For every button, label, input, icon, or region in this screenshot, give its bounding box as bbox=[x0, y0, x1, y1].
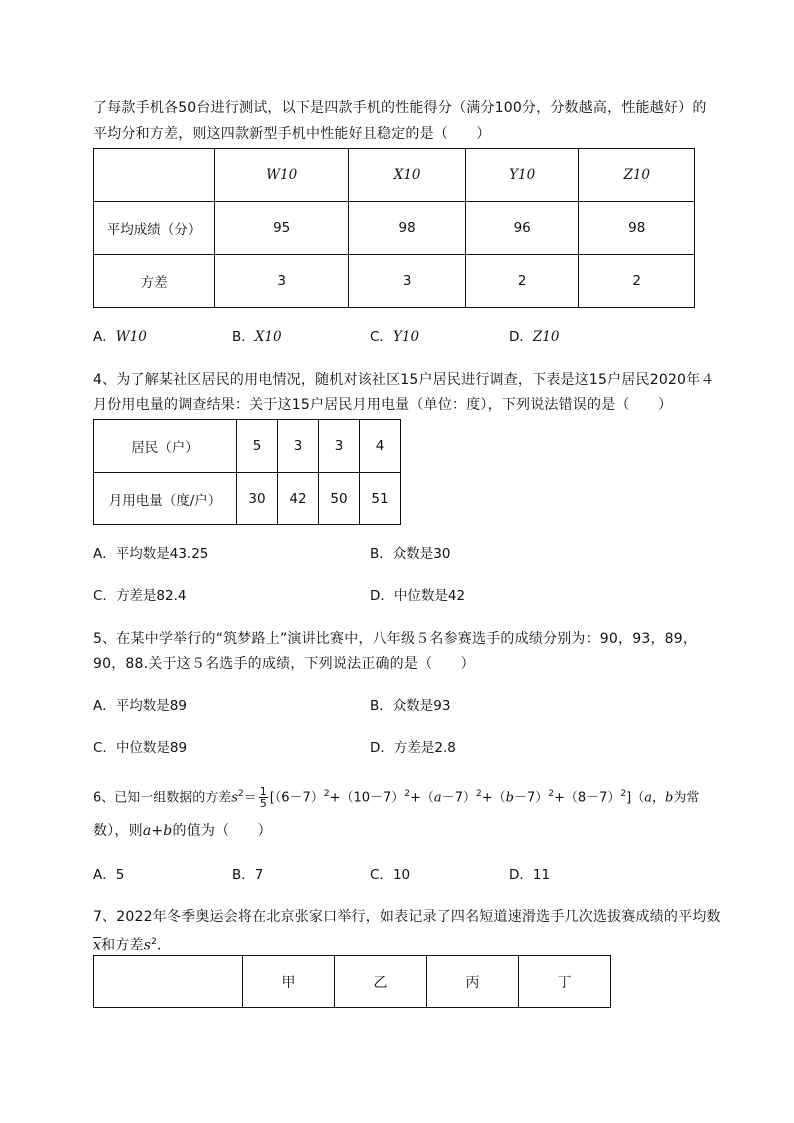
q6-var-b: b bbox=[664, 790, 674, 806]
option-text: Y10 bbox=[392, 329, 420, 345]
option-letter: D． bbox=[509, 867, 533, 883]
q6-square: 2 bbox=[404, 789, 411, 799]
option-letter: D． bbox=[509, 329, 533, 345]
q6-term-3-close: －7） bbox=[441, 790, 476, 806]
option-text: 中位数是42 bbox=[393, 588, 466, 604]
option-letter: C． bbox=[93, 588, 116, 604]
option-text: 5 bbox=[115, 867, 125, 883]
q3-row-label-average: 平均成绩（分） bbox=[94, 202, 215, 255]
q6-term-4-close: －7） bbox=[513, 790, 549, 806]
q6-square: 2 bbox=[548, 789, 554, 799]
q6-option-a[interactable] bbox=[93, 866, 124, 884]
q7-mean-symbol: $\overline{x}$ bbox=[93, 937, 102, 954]
q6-var-a: a bbox=[433, 790, 442, 806]
option-letter: B． bbox=[232, 329, 255, 345]
table-cell: 2 bbox=[465, 255, 579, 308]
option-text: X10 bbox=[254, 329, 282, 345]
q5-option-d[interactable] bbox=[370, 739, 456, 757]
table-cell: 98 bbox=[349, 202, 466, 255]
q6-term-3-open: +（ bbox=[410, 790, 434, 806]
q3-row-label-variance: 方差 bbox=[94, 255, 215, 308]
table-cell: 3 bbox=[349, 255, 466, 308]
q7-header-ding: 丁 bbox=[519, 956, 611, 1008]
table-row bbox=[94, 202, 695, 255]
q3-header-empty bbox=[94, 149, 215, 202]
q3-table-header-row bbox=[94, 149, 695, 202]
q6-square: 2 bbox=[475, 789, 482, 799]
q4-option-c[interactable] bbox=[93, 587, 187, 605]
q3-option-c[interactable] bbox=[370, 328, 419, 346]
q7-header-bing: 丙 bbox=[427, 956, 519, 1008]
option-text: 11 bbox=[532, 867, 551, 883]
q6-fraction bbox=[259, 786, 268, 809]
q4-option-b[interactable] bbox=[370, 545, 450, 563]
option-letter: B． bbox=[370, 546, 393, 562]
q4-row-label-households: 居民（户） bbox=[94, 420, 237, 473]
table-cell: 2 bbox=[579, 255, 695, 308]
q6-var-b: b bbox=[505, 790, 514, 806]
option-letter: C． bbox=[370, 867, 393, 883]
table-row bbox=[94, 255, 695, 308]
option-letter: C． bbox=[370, 329, 393, 345]
q6-square: 2 bbox=[237, 789, 244, 799]
q7-header-empty bbox=[94, 956, 243, 1008]
q4-line-2: 月份用电量的调查结果：关于这15户居民月用电量（单位：度），下列说法错误的是（ ） bbox=[93, 397, 673, 413]
q6-term-4-open: +（ bbox=[481, 790, 506, 806]
q3-option-b[interactable] bbox=[232, 328, 282, 346]
q4-option-a[interactable] bbox=[93, 545, 208, 563]
q4-option-d[interactable] bbox=[370, 587, 465, 605]
q4-row-label-usage: 月用电量（度/户） bbox=[94, 473, 237, 525]
q5-line-1: 5、在某中学举行的“筑梦路上”演讲比赛中，八年级５名参赛选手的成绩分别为：90，93，89， bbox=[93, 631, 698, 647]
q6-line-2-end: 的值为（ ） bbox=[172, 823, 272, 839]
q5-line-2: 90，88.关于这５名选手的成绩，下列说法正确的是（ ） bbox=[93, 656, 475, 672]
table-cell: 30 bbox=[237, 473, 278, 525]
q7-table bbox=[93, 955, 611, 1008]
table-cell: 3 bbox=[278, 420, 319, 473]
q6-fraction-numerator: 1 bbox=[259, 785, 267, 799]
option-text: 平均数是43.25 bbox=[115, 546, 209, 562]
q7-header-jia: 甲 bbox=[243, 956, 335, 1008]
q6-suffix: 为常 bbox=[673, 790, 700, 806]
option-letter: D． bbox=[370, 740, 394, 756]
q4-table bbox=[93, 419, 401, 525]
option-text: W10 bbox=[115, 329, 147, 345]
option-letter: A． bbox=[93, 329, 116, 345]
q3-header-z10: Z10 bbox=[579, 149, 695, 202]
q7-square: 2 bbox=[151, 937, 158, 947]
option-letter: A． bbox=[93, 546, 116, 562]
option-letter: B． bbox=[370, 698, 393, 714]
option-text: 10 bbox=[392, 867, 411, 883]
table-cell: 4 bbox=[360, 420, 401, 473]
table-cell: 50 bbox=[319, 473, 360, 525]
table-cell: 42 bbox=[278, 473, 319, 525]
option-text: 众数是93 bbox=[392, 698, 451, 714]
table-row bbox=[94, 473, 401, 525]
q6-square: 2 bbox=[620, 789, 627, 799]
q6-line-1 bbox=[93, 784, 699, 809]
option-text: 7 bbox=[254, 867, 264, 883]
table-cell: 95 bbox=[215, 202, 349, 255]
q6-var-a: a bbox=[644, 790, 652, 806]
option-letter: C． bbox=[93, 740, 116, 756]
q7-line-2 bbox=[93, 932, 171, 956]
q3-header-x10: X10 bbox=[349, 149, 466, 202]
q4-line-1: 4、为了解某社区居民的用电情况，随机对该社区15户居民进行调查，下表是这15户居民2020年４ bbox=[93, 372, 715, 388]
option-letter: A． bbox=[93, 867, 116, 883]
q6-bracket-end: ]（ bbox=[626, 790, 645, 806]
q6-equals: ＝ bbox=[243, 790, 257, 806]
table-cell: 3 bbox=[215, 255, 349, 308]
table-cell: 51 bbox=[360, 473, 401, 525]
q6-var-a: a bbox=[142, 823, 152, 839]
q6-option-b[interactable] bbox=[232, 866, 263, 884]
q7-header-yi: 乙 bbox=[335, 956, 427, 1008]
q6-comma: ， bbox=[651, 790, 665, 806]
option-letter: A． bbox=[93, 698, 116, 714]
q6-term-2: +（10－7） bbox=[329, 790, 405, 806]
option-letter: D． bbox=[370, 588, 394, 604]
q6-line-2-start: 数），则 bbox=[93, 823, 143, 839]
q7-variance-symbol: s bbox=[143, 937, 152, 954]
q3-option-d[interactable] bbox=[509, 328, 559, 346]
q3-header-w10: W10 bbox=[215, 149, 349, 202]
q5-option-b[interactable] bbox=[370, 697, 450, 715]
option-text: 众数是30 bbox=[392, 546, 451, 562]
q6-line-2 bbox=[93, 821, 272, 841]
table-cell: 96 bbox=[465, 202, 579, 255]
table-row bbox=[94, 420, 401, 473]
q7-line-1: 7、2022年冬季奥运会将在北京张家口举行，如表记录了四名短道速滑选手几次选拔赛成绩的平均数 bbox=[93, 909, 721, 925]
q5-option-a[interactable] bbox=[93, 697, 187, 715]
option-letter: B． bbox=[232, 867, 255, 883]
q3-option-a[interactable] bbox=[93, 328, 147, 346]
table-cell: 98 bbox=[579, 202, 695, 255]
q6-term-1: [（6－7） bbox=[269, 790, 324, 806]
q3-line-2: 平均分和方差，则这四款新型手机中性能好且稳定的是（ ） bbox=[93, 126, 491, 142]
option-text: 中位数是89 bbox=[115, 740, 188, 756]
option-text: 方差是82.4 bbox=[115, 588, 187, 604]
option-text: 方差是2.8 bbox=[393, 740, 456, 756]
table-cell: 5 bbox=[237, 420, 278, 473]
table-row bbox=[94, 956, 611, 1008]
q7-line-2-text: 和方差 bbox=[101, 937, 144, 954]
q3-header-y10: Y10 bbox=[465, 149, 579, 202]
option-text: Z10 bbox=[532, 329, 560, 345]
q6-fraction-denominator: 5 bbox=[259, 797, 267, 811]
q6-plus: + bbox=[151, 823, 164, 839]
q6-option-c[interactable] bbox=[370, 866, 410, 884]
q6-variance-symbol: s bbox=[231, 790, 238, 806]
q6-option-d[interactable] bbox=[509, 866, 550, 884]
q6-term-5: +（8－7） bbox=[553, 790, 621, 806]
q7-period: ． bbox=[157, 937, 172, 954]
q3-line-1: 了每款手机各50台进行测试，以下是四款手机的性能得分（满分100分，分数越高，性能越好）的 bbox=[93, 100, 707, 116]
q6-square: 2 bbox=[323, 789, 330, 799]
table-cell: 3 bbox=[319, 420, 360, 473]
q3-table bbox=[93, 148, 695, 308]
option-text: 平均数是89 bbox=[115, 698, 187, 714]
q5-option-c[interactable] bbox=[93, 739, 187, 757]
q6-var-b: b bbox=[163, 823, 173, 839]
q6-prefix: 6、已知一组数据的方差 bbox=[93, 790, 232, 806]
